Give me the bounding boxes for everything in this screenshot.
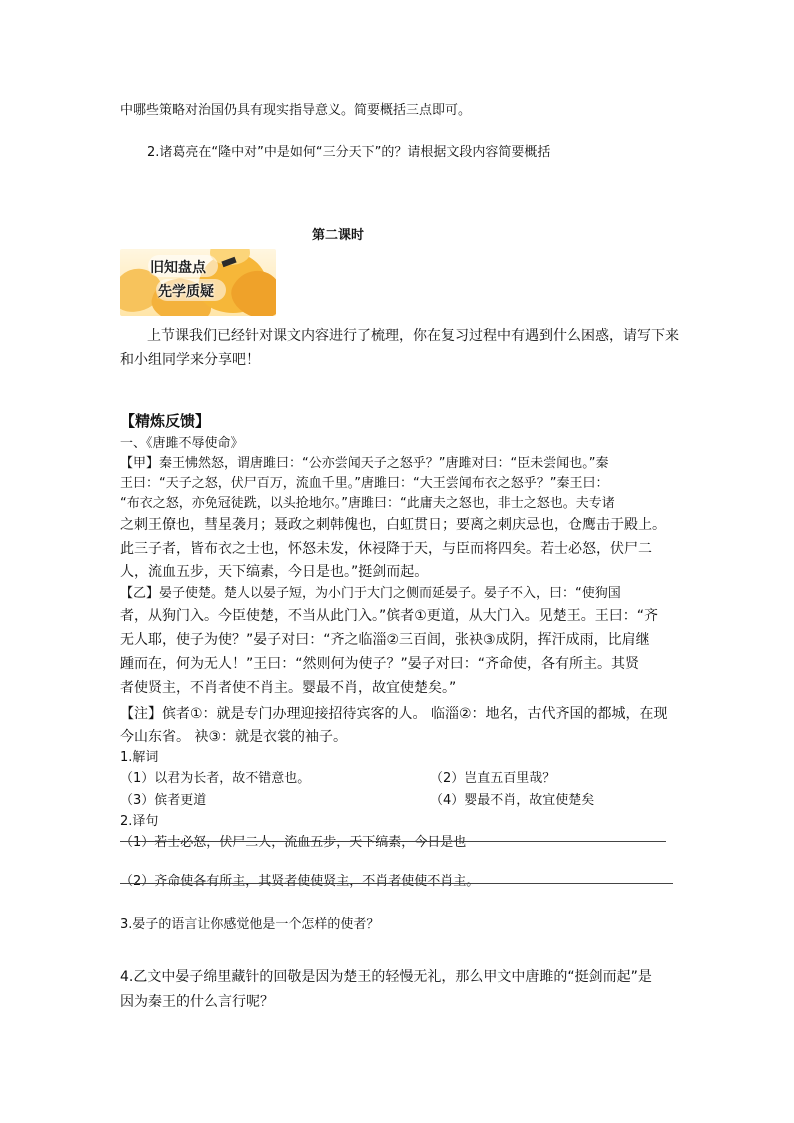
banner-text-1: 旧知盘点 (150, 260, 206, 276)
top-line-1: 中哪些策略对治国仍具有现实指导意义。简要概括三点即可。 (120, 103, 472, 118)
question-4-line-2: 因为秦王的什么言行呢？ (120, 994, 274, 1010)
passage-yi-line: 无人耶，使子为使？”晏子对曰：“齐之临淄②三百闾，张袂③成阴，挥汗成雨，比肩继 (120, 632, 650, 648)
feedback-heading: 【精炼反馈】 (120, 412, 211, 430)
passage-jia-line: 【甲】秦王怫然怒，谓唐雎曰：“公亦尝闻天子之怒乎？”唐雎对曰：“臣未尝闻也。”秦 (120, 456, 609, 471)
passage-jia-line: “布衣之怒，亦免冠徒跣，以头抢地尔。”唐雎曰：“此庸夫之怒也，非士之怒也。夫专诸 (120, 496, 615, 511)
passage-yi-line: 者，从狗门入。今臣使楚，不当从此门入。”傧者①更道，从大门入。见楚王。王曰：“齐 (120, 608, 659, 624)
q2-sentence-2: （2）齐命使各有所主，其贤者使使贤主，不肖者使使不肖主。 (120, 874, 480, 889)
notes-line: 【注】傧者①：就是专门办理迎接招待宾客的人。 临淄②：地名，古代齐国的都城，在现 (120, 706, 668, 722)
banner-image (120, 249, 276, 316)
passage-jia-line: 人，流血五步，天下缟素，今日是也。”挺剑而起。 (120, 564, 429, 580)
q1-title: 1.解词 (120, 750, 159, 765)
q2-sentence-1: （1）若士必怒，伏尸二人，流血五步，天下缟素，今日是也 (120, 835, 467, 850)
answer-line (120, 841, 666, 842)
passage-yi-line: 【乙】晏子使楚。楚人以晏子短，为小门于大门之侧而延晏子。晏子不入，曰：“使狗国 (120, 586, 621, 601)
passage-yi-line: 踵而在，何为无人！”王曰：“然则何为使子？”晏子对曰：“齐命使，各有所主。其贤 (120, 656, 640, 672)
q1-item: （4）婴最不肖，故宜使楚矣 (430, 793, 595, 808)
passage-yi-line: 者使贤主，不肖者使不肖主。婴最不肖，故宜使楚矣。” (120, 680, 457, 696)
answer-line (120, 883, 673, 884)
question-3: 3.晏子的语言让你感觉他是一个怎样的使者？ (120, 917, 380, 932)
banner-text-2: 先学质疑 (158, 284, 214, 300)
q1-item: （1）以君为长者，故不错意也。 (120, 771, 311, 786)
intro-line-2: 和小组同学来分享吧！ (120, 352, 260, 368)
passage-jia-line: 之刺王僚也，彗星袭月；聂政之刺韩傀也，白虹贯日；要离之刺庆忌也，仓鹰击于殿上。 (120, 517, 666, 533)
passage-jia-line: 王曰：“天子之怒，伏尸百万，流血千里。”唐雎曰：“大王尝闻布衣之怒乎？”秦王曰： (120, 476, 609, 491)
q1-item: （2）岂直五百里哉？ (430, 771, 556, 786)
section-title: 第二课时 (312, 228, 365, 243)
question-2-zhuge: 2.诸葛亮在“隆中对”中是如何“三分天下”的？请根据文段内容简要概括 (147, 145, 551, 160)
notes-line: 今山东省。 袂③：就是衣裳的袖子。 (120, 729, 348, 745)
passage-jia-line: 此三子者，皆布衣之士也，怀怒未发，休祲降于天，与臣而将四矣。若士必怒，伏尸二 (120, 541, 652, 557)
intro-line-1: 上节课我们已经针对课文内容进行了梳理，你在复习过程中有遇到什么困惑，请写下来 (147, 328, 679, 344)
question-4-line-1: 4.乙文中晏子绵里藏针的回敬是因为楚王的轻慢无礼，那么甲文中唐雎的“挺剑而起”是 (120, 969, 652, 985)
q2-title: 2.译句 (120, 814, 159, 829)
q1-item: （3）傧者更道 (120, 793, 207, 808)
part-1-title: 一、《唐雎不辱使命》 (120, 436, 244, 451)
